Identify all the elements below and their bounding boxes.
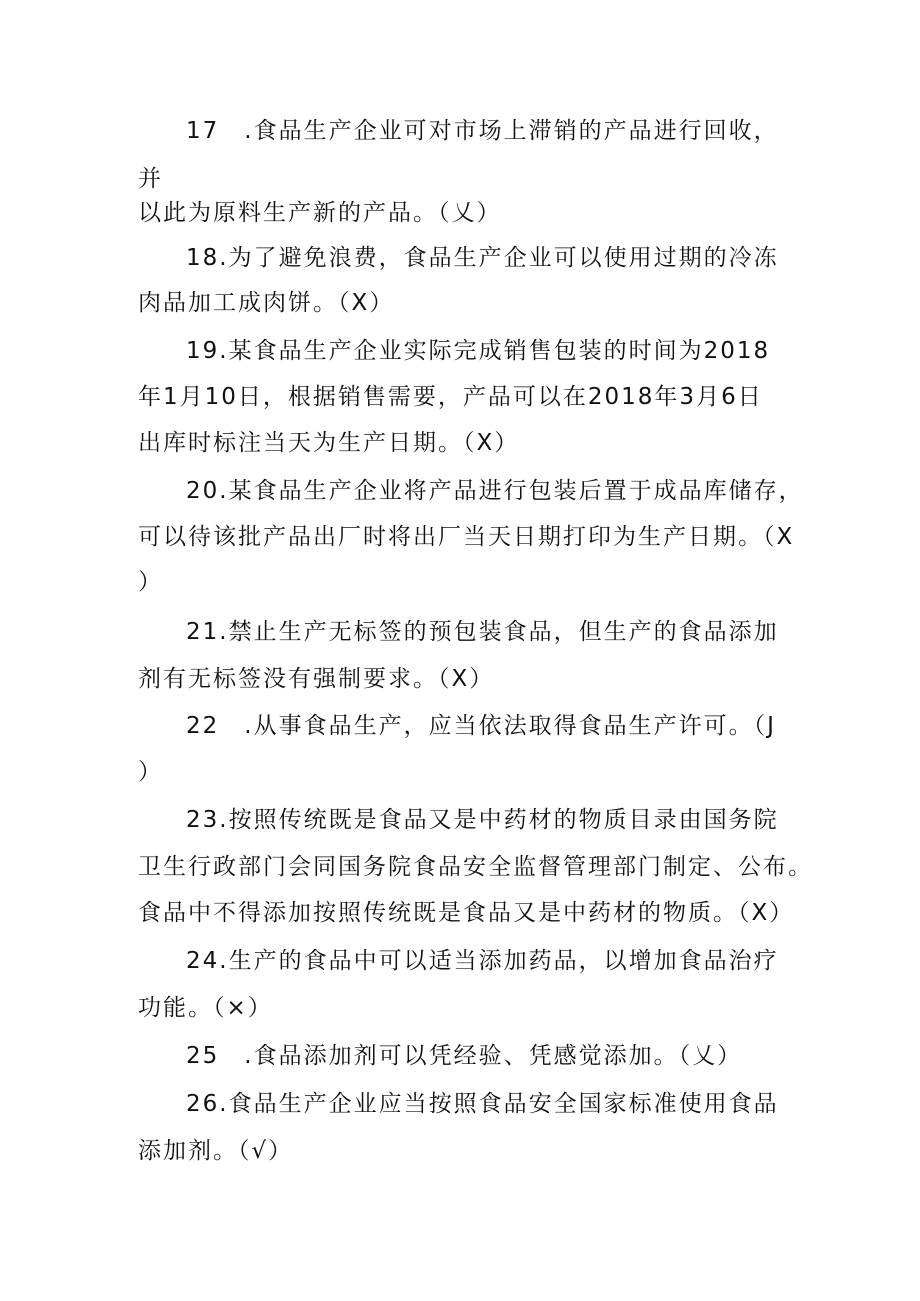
q21-line-1: 21.禁止生产无标签的预包装食品，但生产的食品添加 — [186, 619, 779, 645]
q25-line-1: 25 .食品添加剂可以凭经验、凭感觉添加。（乂） — [186, 1043, 743, 1069]
q20-line-1: 20.某食品生产企业将产品进行包装后置于成品库储存， — [186, 478, 804, 504]
q23-line-2: 卫生行政部门会同国务院食品安全监督管理部门制定、公布。 — [138, 854, 813, 880]
q23-line-1: 23.按照传统既是食品又是中药材的物质目录由国务院 — [186, 807, 779, 833]
q26-line-1: 26.食品生产企业应当按照食品安全国家标准使用食品 — [186, 1091, 779, 1117]
q20-line-2: 可以待该批产品出厂时将出厂当天日期打印为生产日期。（X — [138, 524, 795, 550]
q19-line-2: 年1月10日，根据销售需要，产品可以在2018年3月6日 — [138, 384, 763, 410]
q22-line-1: 22 .从事食品生产，应当依法取得食品生产许可。（J — [186, 713, 776, 739]
q26-line-2: 添加剂。（√） — [138, 1138, 294, 1164]
q18-line-2: 肉品加工成肉饼。（X） — [138, 290, 395, 316]
q17-line-3: 以此为原料生产新的产品。（乂） — [138, 200, 502, 226]
q21-line-2: 剂有无标签没有强制要求。（X） — [138, 666, 495, 692]
q17-line-2: 并 — [138, 166, 163, 192]
q23-line-3: 食品中不得添加按照传统既是食品又是中药材的物质。（X） — [138, 900, 795, 926]
q17-line-1: 17 .食品生产企业可对市场上滞销的产品进行回收， — [186, 118, 779, 144]
q22-line-2: ） — [138, 759, 163, 785]
q24-line-2: 功能。（×） — [138, 995, 273, 1021]
q19-line-1: 19.某食品生产企业实际完成销售包装的时间为2018 — [186, 338, 771, 364]
q19-line-3: 出库时标注当天为生产日期。（X） — [138, 430, 520, 456]
q24-line-1: 24.生产的食品中可以适当添加药品，以增加食品治疗 — [186, 948, 779, 974]
q20-line-3: ） — [138, 569, 163, 595]
q18-line-1: 18.为了避免浪费，食品生产企业可以使用过期的冷冻 — [186, 245, 779, 271]
